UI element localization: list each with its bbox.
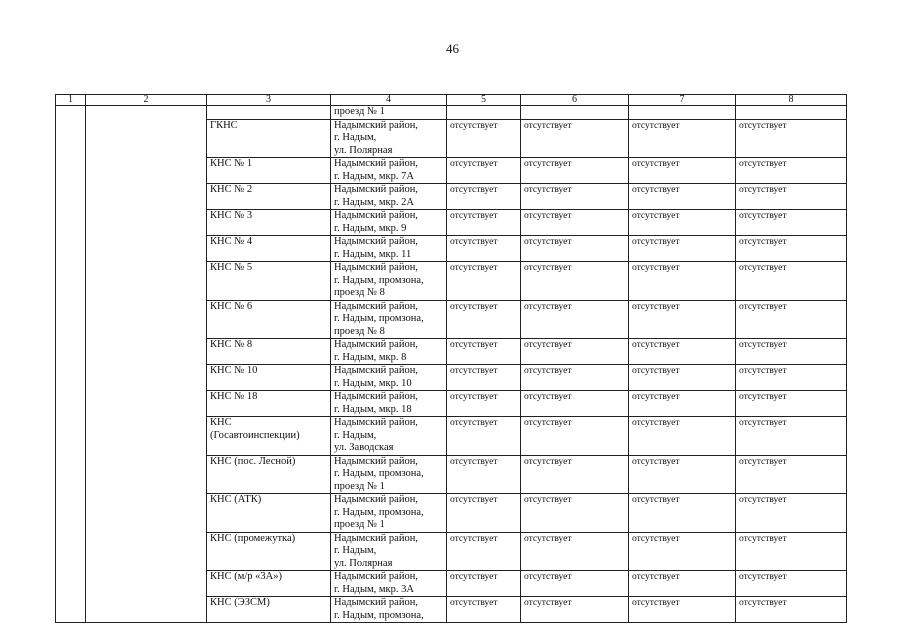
facility-name: КНС № 6: [207, 300, 331, 339]
status-col6: отсутствует: [521, 236, 629, 262]
status-col5: отсутствует: [447, 300, 521, 339]
status-col5: отсутствует: [447, 417, 521, 456]
facility-name: КНС № 8: [207, 339, 331, 365]
status-col8: отсутствует: [736, 210, 847, 236]
facility-address: Надымский район, г. Надым, промзона, проезд № 8: [331, 300, 447, 339]
facility-address: Надымский район, г. Надым, промзона, проезд № 1: [331, 455, 447, 494]
facility-name: КНС (пос. Лесной): [207, 455, 331, 494]
header-row: [56, 95, 847, 106]
facility-name: КНС № 2: [207, 184, 331, 210]
status-col5: отсутствует: [447, 236, 521, 262]
status-col7: отсутствует: [629, 184, 736, 210]
facility-name: КНС № 18: [207, 391, 331, 417]
status-col7: отсутствует: [629, 262, 736, 301]
facility-address: Надымский район, г. Надым, мкр. 8: [331, 339, 447, 365]
facility-address: Надымский район, г. Надым, мкр. 18: [331, 391, 447, 417]
status-col6: отсутствует: [521, 532, 629, 571]
status-col7: отсутствует: [629, 571, 736, 597]
facility-address: Надымский район, г. Надым, ул. Заводская: [331, 417, 447, 456]
facility-address: Надымский район, г. Надым, ул. Полярная: [331, 119, 447, 158]
facility-address: Надымский район, г. Надым, мкр. 2А: [331, 184, 447, 210]
status-col5: отсутствует: [447, 262, 521, 301]
status-col5: отсутствует: [447, 158, 521, 184]
status-col7: отсутствует: [629, 210, 736, 236]
status-col8: отсутствует: [736, 455, 847, 494]
status-col6: отсутствует: [521, 494, 629, 533]
table-cell: [521, 106, 629, 120]
facility-name: КНС № 3: [207, 210, 331, 236]
merged-cell-col2: [86, 106, 207, 623]
status-col7: отсутствует: [629, 365, 736, 391]
status-col7: отсутствует: [629, 494, 736, 533]
status-col8: отсутствует: [736, 236, 847, 262]
facility-name: КНС № 1: [207, 158, 331, 184]
merged-cell-col1: [56, 106, 86, 623]
status-col7: отсутствует: [629, 532, 736, 571]
status-col5: отсутствует: [447, 597, 521, 623]
facility-address: Надымский район, г. Надым, мкр. 3А: [331, 571, 447, 597]
status-col8: отсутствует: [736, 494, 847, 533]
status-col6: отсутствует: [521, 262, 629, 301]
status-col6: отсутствует: [521, 391, 629, 417]
status-col6: отсутствует: [521, 300, 629, 339]
facility-name: КНС (Госавтоинспекции): [207, 417, 331, 456]
facility-address: Надымский район, г. Надым, промзона, проезд № 1: [331, 494, 447, 533]
facility-address: Надымский район, г. Надым, промзона,: [331, 597, 447, 623]
facility-address: Надымский район, г. Надым, мкр. 7А: [331, 158, 447, 184]
status-col8: отсутствует: [736, 571, 847, 597]
header-cell: 1: [56, 95, 86, 106]
table-cell: [447, 106, 521, 120]
status-col7: отсутствует: [629, 391, 736, 417]
facility-name: КНС № 5: [207, 262, 331, 301]
facility-name: КНС № 4: [207, 236, 331, 262]
status-col5: отсутствует: [447, 571, 521, 597]
facility-address: Надымский район, г. Надым, мкр. 10: [331, 365, 447, 391]
table-cell: [629, 106, 736, 120]
facility-name: ГКНС: [207, 119, 331, 158]
status-col6: отсутствует: [521, 158, 629, 184]
status-col8: отсутствует: [736, 262, 847, 301]
continuation-row: [56, 106, 847, 120]
header-cell: 6: [521, 95, 629, 106]
status-col6: отсутствует: [521, 597, 629, 623]
facility-address: Надымский район, г. Надым, промзона, проезд № 8: [331, 262, 447, 301]
status-col8: отсутствует: [736, 365, 847, 391]
header-cell: 3: [207, 95, 331, 106]
facility-name: КНС (промежутка): [207, 532, 331, 571]
status-col6: отсутствует: [521, 339, 629, 365]
page-number: 46: [446, 41, 459, 56]
status-col7: отсутствует: [629, 300, 736, 339]
status-col8: отсутствует: [736, 339, 847, 365]
header-cell: 2: [86, 95, 207, 106]
facility-address: Надымский район, г. Надым, мкр. 9: [331, 210, 447, 236]
status-col8: отсутствует: [736, 391, 847, 417]
status-col7: отсутствует: [629, 158, 736, 184]
facility-address: Надымский район, г. Надым, мкр. 11: [331, 236, 447, 262]
status-col7: отсутствует: [629, 455, 736, 494]
status-col5: отсутствует: [447, 494, 521, 533]
continuation-address: проезд № 1: [331, 106, 447, 120]
status-col8: отсутствует: [736, 417, 847, 456]
status-col7: отсутствует: [629, 597, 736, 623]
table-cell: [207, 106, 331, 120]
status-col8: отсутствует: [736, 184, 847, 210]
status-col8: отсутствует: [736, 532, 847, 571]
facility-name: КНС № 10: [207, 365, 331, 391]
status-col8: отсутствует: [736, 300, 847, 339]
status-col6: отсутствует: [521, 210, 629, 236]
facility-name: КНС (АТК): [207, 494, 331, 533]
facilities-table: [55, 94, 847, 623]
facility-name: КНС (м/р «3А»): [207, 571, 331, 597]
header-cell: 8: [736, 95, 847, 106]
status-col6: отсутствует: [521, 184, 629, 210]
status-col5: отсутствует: [447, 455, 521, 494]
table-cell: [736, 106, 847, 120]
facility-name: КНС (ЭЗСМ): [207, 597, 331, 623]
status-col5: отсутствует: [447, 339, 521, 365]
header-cell: 7: [629, 95, 736, 106]
status-col5: отсутствует: [447, 184, 521, 210]
status-col8: отсутствует: [736, 158, 847, 184]
status-col6: отсутствует: [521, 571, 629, 597]
status-col6: отсутствует: [521, 119, 629, 158]
status-col5: отсутствует: [447, 365, 521, 391]
header-cell: 4: [331, 95, 447, 106]
status-col7: отсутствует: [629, 236, 736, 262]
status-col8: отсутствует: [736, 597, 847, 623]
facility-address: Надымский район, г. Надым, ул. Полярная: [331, 532, 447, 571]
status-col5: отсутствует: [447, 119, 521, 158]
status-col7: отсутствует: [629, 417, 736, 456]
status-col7: отсутствует: [629, 119, 736, 158]
header-cell: 5: [447, 95, 521, 106]
status-col8: отсутствует: [736, 119, 847, 158]
status-col6: отсутствует: [521, 455, 629, 494]
status-col6: отсутствует: [521, 365, 629, 391]
status-col5: отсутствует: [447, 532, 521, 571]
status-col6: отсутствует: [521, 417, 629, 456]
status-col5: отсутствует: [447, 391, 521, 417]
status-col7: отсутствует: [629, 339, 736, 365]
status-col5: отсутствует: [447, 210, 521, 236]
